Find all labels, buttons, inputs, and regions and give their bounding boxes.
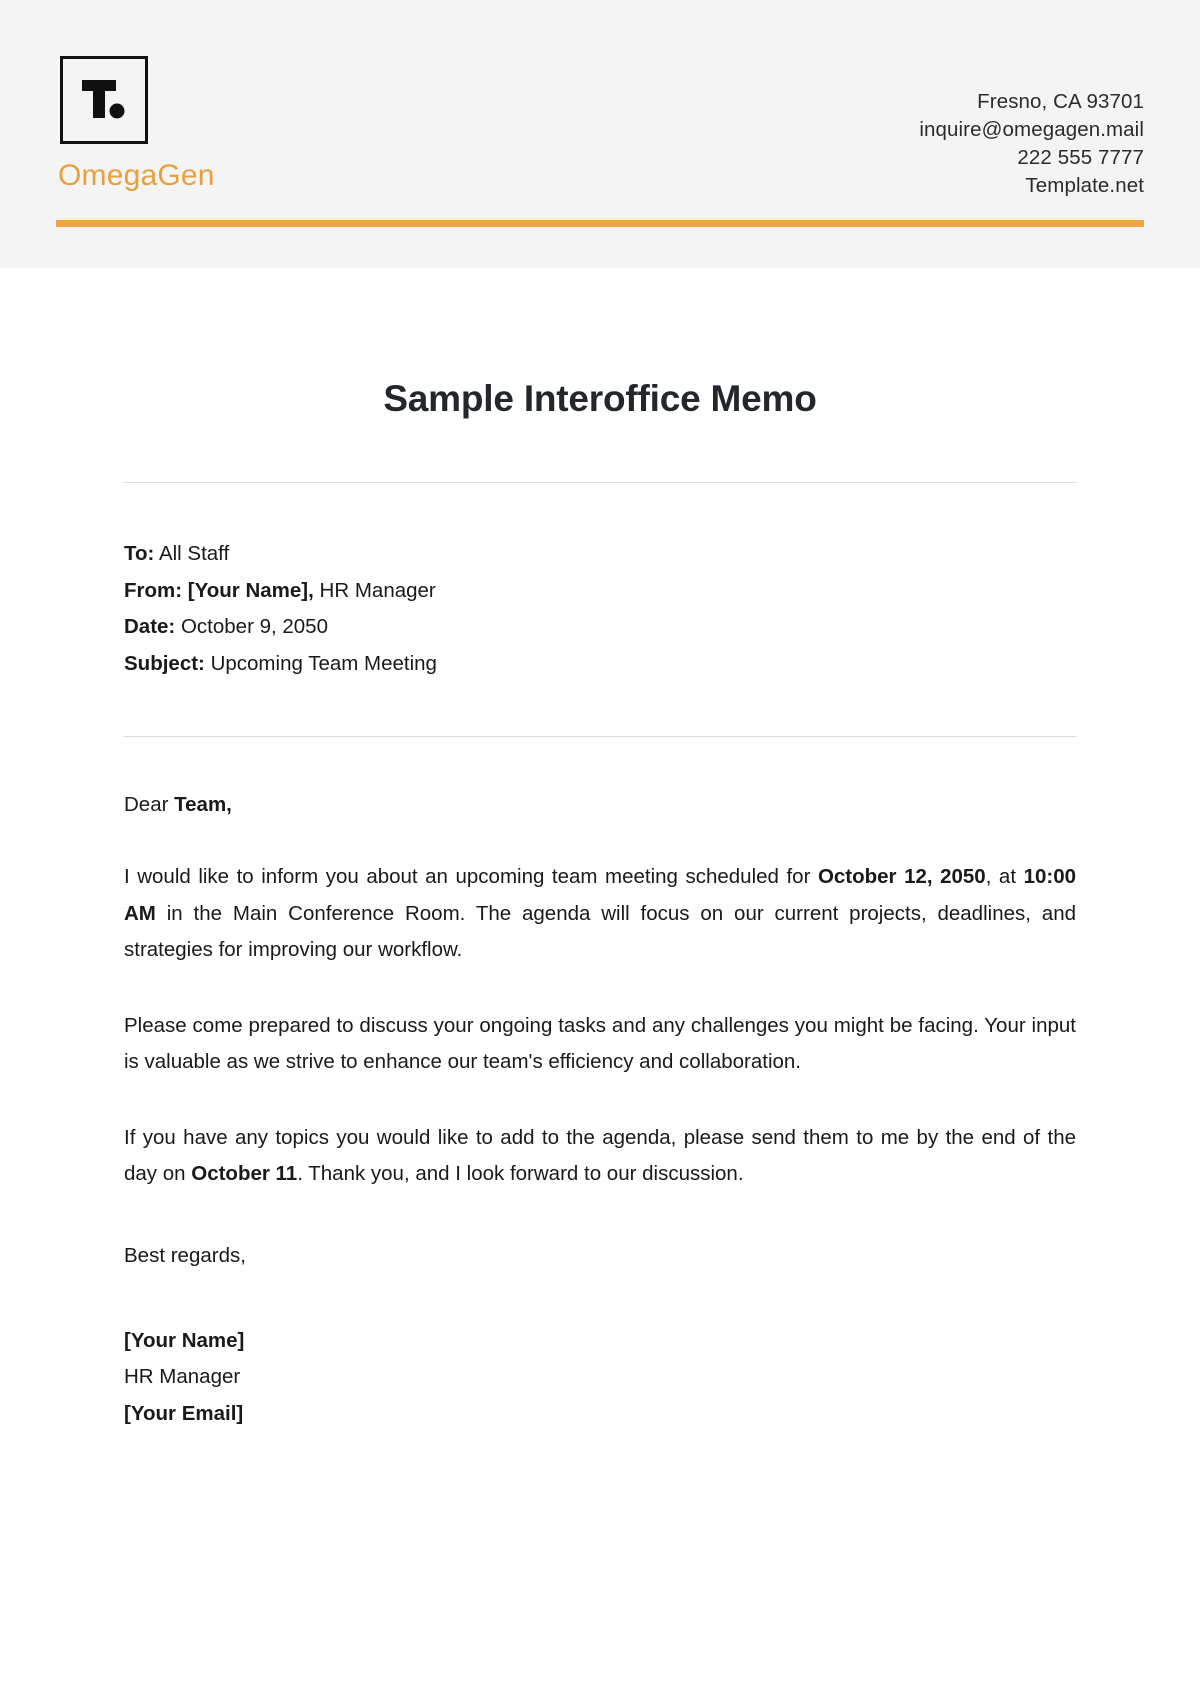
brand-block bbox=[56, 56, 215, 191]
brand-name: OmegaGen bbox=[58, 159, 215, 192]
para1-part3: in the Main Conference Room. The agenda will focus on our current projects, deadlines, and strategies for improving our workflow. bbox=[124, 901, 1076, 961]
para3-part2: . Thank you, and I look forward to our discussion. bbox=[297, 1162, 744, 1185]
meta-label-to: To: bbox=[124, 542, 155, 565]
document-header bbox=[0, 0, 1200, 268]
signature-email: [Your Email] bbox=[124, 1401, 244, 1425]
document-body bbox=[0, 378, 1200, 1432]
meta-label-date: Date: bbox=[124, 615, 176, 638]
contact-phone: 222 555 7777 bbox=[1017, 146, 1144, 169]
meta-row-to bbox=[124, 536, 1076, 573]
contact-website: Template.net bbox=[1025, 174, 1144, 197]
accent-rule bbox=[56, 220, 1144, 227]
meta-row-date bbox=[124, 609, 1076, 646]
divider-top bbox=[124, 482, 1076, 483]
para1-part2: , at bbox=[985, 865, 1024, 888]
signature-name: [Your Name] bbox=[124, 1328, 245, 1352]
meta-value-subject: Upcoming Team Meeting bbox=[210, 651, 437, 675]
para3-part1: If you have any topics you would like to add to the agenda, please send them to me by the end of the day on bbox=[124, 1125, 1076, 1185]
body-paragraph-2: Please come prepared to discuss your ongoing tasks and any challenges you might be facing. Your input is valuable as we strive to enhance our team's efficiency and collaboration. bbox=[124, 1013, 1076, 1073]
contact-block bbox=[919, 56, 1144, 200]
contact-email: inquire@omegagen.mail bbox=[919, 118, 1144, 141]
memo-meta bbox=[124, 536, 1076, 682]
body-paragraph-1 bbox=[124, 859, 1076, 969]
para1-part1: I would like to inform you about an upcoming team meeting scheduled for bbox=[124, 865, 818, 888]
salutation-name: Team, bbox=[174, 793, 232, 816]
para3-bold-date: October 11 bbox=[191, 1162, 298, 1185]
contact-address: Fresno, CA 93701 bbox=[977, 90, 1144, 113]
page-title: Sample Interoffice Memo bbox=[383, 378, 817, 419]
meta-row-from bbox=[124, 573, 1076, 610]
signature-role: HR Manager bbox=[124, 1365, 241, 1388]
meta-value-from-role: HR Manager bbox=[319, 578, 436, 602]
para1-bold-time: 10:00 AM bbox=[124, 865, 1076, 925]
meta-value-date: October 9, 2050 bbox=[180, 615, 328, 638]
logo-icon bbox=[60, 56, 148, 144]
meta-value-from-name: [Your Name], bbox=[187, 578, 314, 602]
signature-block bbox=[124, 1323, 1076, 1433]
salutation-prefix: Dear bbox=[124, 793, 175, 816]
meta-label-from: From: bbox=[124, 578, 183, 602]
meta-label-subject: Subject: bbox=[124, 651, 205, 675]
meta-row-subject bbox=[124, 646, 1076, 683]
body-paragraph-3 bbox=[124, 1120, 1076, 1193]
divider-bottom bbox=[124, 736, 1076, 737]
header-inner bbox=[0, 0, 1200, 200]
closing-line: Best regards, bbox=[124, 1243, 246, 1267]
meta-value-to: All Staff bbox=[158, 542, 230, 565]
para1-bold-date: October 12, 2050 bbox=[817, 865, 986, 888]
salutation bbox=[124, 790, 1076, 820]
